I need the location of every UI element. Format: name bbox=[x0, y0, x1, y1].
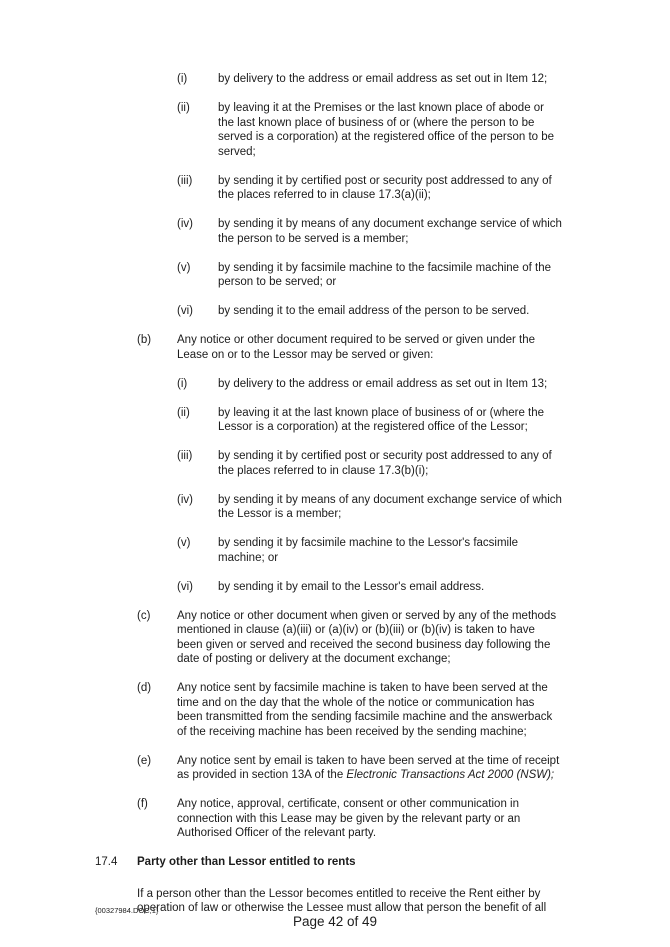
clause-text: by sending it by facsimile machine to the facsimile machine of the person to be served; or bbox=[218, 261, 552, 288]
clause-text: by sending it by means of any document exchange service of which the person to be served is a member; bbox=[218, 218, 562, 245]
clause-text: by sending it by means of any document exchange service of which the Lessor is a member; bbox=[218, 493, 562, 520]
footer-doc-reference: {00327984.DOC;1} bbox=[95, 906, 159, 915]
clause-label: (ii) bbox=[177, 406, 190, 419]
clause-c bbox=[0, 609, 670, 667]
clause-text: Any notice or other document required to be served or given under the Lease on or to the Lessor may be served or given: bbox=[177, 334, 535, 361]
clause-label: (vi) bbox=[177, 580, 193, 593]
clause-a-sub-ii bbox=[0, 101, 670, 159]
clause-d bbox=[0, 681, 670, 739]
clause-text-normal: Any notice sent by email is taken to have been served at the time of receipt as provided in section 13A of the bbox=[177, 754, 560, 781]
clause-label: (iv) bbox=[177, 218, 193, 230]
clause-b-sub-iii bbox=[0, 449, 670, 478]
clause-text: by leaving it at the Premises or the last known place of abode or the last known place of business of or (where the person to be served is a corporation) at the registered office of the person to be served; bbox=[218, 102, 555, 158]
statute-name-italic: Electronic Transactions Act 2000 (NSW); bbox=[346, 769, 555, 781]
clause-text bbox=[177, 754, 562, 783]
clause-b-sub-v bbox=[0, 536, 670, 565]
clause-text: by sending it to the email address of the person to be served. bbox=[218, 305, 530, 317]
clause-a-sub-iii bbox=[0, 174, 670, 203]
clause-text: Any notice sent by facsimile machine is taken to have been served at the time and on the day that the whole of the notice or communication has been transmitted from the sending facsimile machine and the answerback of the receiving machine has been received by the sending machine; bbox=[177, 682, 553, 738]
clause-text: Any notice or other document when given or served by any of the methods mentioned in clause (a)(iii) or (a)(iv) or (b)(iii) or (b)(iv) is taken to have been given or served and received the second business day following the date of posting or delivery at the document exchange; bbox=[177, 609, 557, 665]
clause-text: by sending it by facsimile machine to the Lessor's facsimile machine; or bbox=[218, 537, 519, 564]
clause-label: (iii) bbox=[177, 174, 193, 187]
clause-label: (iv) bbox=[177, 493, 193, 506]
clause-label: (c) bbox=[137, 609, 151, 622]
clause-text: by delivery to the address or email address as set out in Item 13; bbox=[218, 377, 548, 390]
section-paragraph: If a person other than the Lessor becomes entitled to receive the Rent either by operation of law or otherwise the Lessee must allow that person the benefit of all bbox=[137, 887, 547, 914]
section-number: 17.4 bbox=[95, 856, 118, 868]
clause-label: (v) bbox=[177, 537, 191, 549]
clause-b-sub-ii bbox=[0, 406, 670, 435]
clause-text: by sending it by certified post or security post addressed to any of the places referred to in clause 17.3(b)(i); bbox=[218, 450, 552, 477]
clause-text: Any notice, approval, certificate, consent or other communication in connection with this Lease may be given by the relevant party or an Authorised Officer of the relevant party. bbox=[177, 798, 521, 839]
clause-label: (i) bbox=[177, 73, 188, 85]
clause-a-sub-i bbox=[0, 72, 670, 87]
clause-b-sub-i bbox=[0, 377, 670, 392]
clause-label: (iii) bbox=[177, 450, 193, 462]
clause-text: by leaving it at the last known place of business of or (where the Lessor is a corporation) at the registered office of the Lessor; bbox=[218, 406, 545, 433]
clause-a-sub-iv bbox=[0, 217, 670, 246]
page-content bbox=[0, 72, 670, 916]
clause-a-sub-v bbox=[0, 261, 670, 290]
clause-f bbox=[0, 797, 670, 841]
clause-label: (f) bbox=[137, 798, 148, 810]
section-heading-17-4 bbox=[0, 855, 670, 870]
clause-b bbox=[0, 333, 670, 362]
clause-text: by sending it by email to the Lessor's email address. bbox=[218, 580, 485, 593]
clause-b-sub-iv bbox=[0, 493, 670, 522]
clause-label: (i) bbox=[177, 377, 188, 390]
clause-b-sub-vi bbox=[0, 580, 670, 595]
clause-e bbox=[0, 754, 670, 783]
clause-a-sub-vi bbox=[0, 304, 670, 319]
footer-page-number: Page 42 of 49 bbox=[292, 914, 378, 929]
clause-label: (vi) bbox=[177, 305, 193, 317]
clause-label: (ii) bbox=[177, 102, 190, 114]
clause-label: (e) bbox=[137, 754, 152, 767]
clause-text: by sending it by certified post or security post addressed to any of the places referred to in clause 17.3(a)(ii); bbox=[218, 174, 552, 201]
section-title: Party other than Lessor entitled to rents bbox=[137, 856, 356, 868]
clause-text: by delivery to the address or email address as set out in Item 12; bbox=[218, 73, 548, 85]
clause-label: (v) bbox=[177, 261, 191, 274]
clause-label: (b) bbox=[137, 334, 152, 346]
clause-label: (d) bbox=[137, 682, 152, 694]
